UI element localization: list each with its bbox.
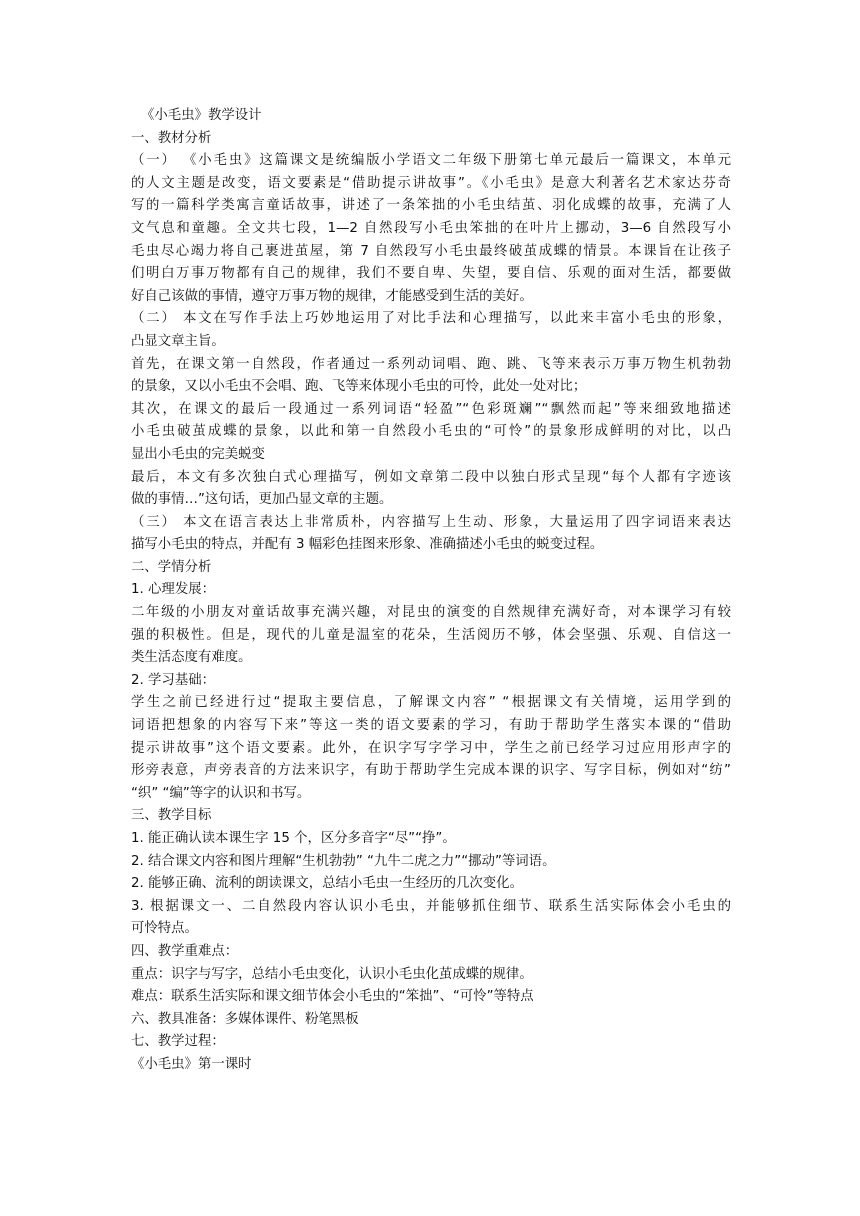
subsection-heading: 1. 心理发展： [131, 582, 215, 598]
text-line: 重点：识字与写字，总结小毛虫变化，认识小毛虫化茧成蝶的规律。 [131, 966, 533, 982]
text-line: 毛虫尽心竭力将自己裹进茧屋，第 7 自然段写小毛虫最终破茧成蝶的情景。本课旨在让孩子 [131, 243, 731, 259]
text-line: 文气息和童趣。全文共七段，1—2 自然段写小毛虫笨拙的在叶片上挪动，3—6 自然段写小 [131, 220, 731, 236]
document-body [131, 105, 731, 1077]
lesson-heading: 《小毛虫》第一课时 [131, 1056, 252, 1072]
text-line: 学生之前已经进行过“提取主要信息，了解课文内容” “根据课文有关情境，运用学到的 [131, 695, 731, 711]
section-heading: 三、教学目标 [131, 808, 212, 824]
list-item: 2. 结合课文内容和图片理解“生机勃勃” “九牛二虎之力”“挪动”等词语。 [131, 853, 556, 869]
section-heading: 一、教材分析 [131, 130, 212, 146]
list-item: 3. 根据课文一、二自然段内容认识小毛虫，并能够抓住细节、联系生活实际体会小毛虫的 [131, 898, 731, 914]
text-line: 写的一篇科学类寓言童话故事，讲述了一条笨拙的小毛虫结茧、羽化成蝶的故事，充满了人 [131, 198, 731, 214]
list-item: 2. 能够正确、流利的朗读课文，总结小毛虫一生经历的几次变化。 [131, 876, 523, 892]
text-line: 强的积极性。但是，现代的儿童是温室的花朵，生活阅历不够，体会坚强、乐观、自信这一 [131, 627, 731, 643]
text-line: 其次，在课文的最后一段通过一系列词语“轻盈”“色彩斑斓”“飘然而起”等来细致地描述 [131, 401, 731, 417]
text-line: 的景象，又以小毛虫不会唱、跑、飞等来体现小毛虫的可怜，此处一处对比； [131, 379, 587, 395]
section-heading: 六、教具准备：多媒体课件、粉笔黑板 [131, 1011, 359, 1027]
text-line: 做的事情…”这句话，更加凸显文章的主题。 [131, 492, 393, 508]
text-line: 凸显文章主旨。 [131, 333, 225, 349]
text-line: “织” “编”等字的认识和书写。 [131, 785, 311, 801]
text-line: （三） 本文在语言表达上非常质朴，内容描写上生动、形象，大量运用了四字词语来表达 [131, 514, 731, 530]
section-heading: 四、教学重难点： [131, 943, 239, 959]
text-line: 首先，在课文第一自然段，作者通过一系列动词唱、跑、跳、飞等来表示万事万物生机勃勃 [131, 356, 731, 372]
text-line: 好自己该做的事情，遵守万事万物的规律，才能感受到生活的美好。 [131, 288, 533, 304]
section-heading: 二、学情分析 [131, 559, 212, 575]
text-line: 形旁表意，声旁表音的方法来识字，有助于帮助学生完成本课的识字、写字目标，例如对“纺” [131, 763, 731, 779]
text-line: 提示讲故事”这个语文要素。此外，在识字写字学习中，学生之前已经学习过应用形声字的 [131, 740, 731, 756]
text-line: 类生活态度有难度。 [131, 650, 252, 666]
text-line: （二） 本文在写作手法上巧妙地运用了对比手法和心理描写，以此来丰富小毛虫的形象， [131, 311, 731, 327]
text-line: 们明白万事万物都有自己的规律，我们不要自卑、失望，要自信、乐观的面对生活，都要做 [131, 266, 731, 282]
text-line: 显出小毛虫的完美蜕变 [131, 446, 265, 462]
list-item: 1. 能正确认读本课生字 15 个，区分多音字“尽”“挣”。 [131, 831, 456, 846]
subsection-heading: 2. 学习基础： [131, 672, 215, 688]
text-line: 最后，本文有多次独白式心理描写，例如文章第二段中以独白形式呈现“每个人都有字迹该 [131, 469, 731, 485]
text-line: 二年级的小朋友对童话故事充满兴趣，对昆虫的演变的自然规律充满好奇，对本课学习有较 [131, 605, 731, 621]
text-line: 描写小毛虫的特点，并配有 3 幅彩色挂图来形象、准确描述小毛虫的蜕变过程。 [131, 537, 604, 553]
section-heading: 七、教学过程： [131, 1034, 225, 1050]
text-line: 的人文主题是改变，语文要素是“借助提示讲故事”。《小毛虫》是意大利著名艺术家达芬奇 [131, 175, 731, 191]
text-line: 词语把想象的内容写下来”等这一类的语文要素的学习，有助于帮助学生落实本课的“借助 [131, 718, 731, 734]
text-line: 可怜特点。 [131, 921, 198, 937]
text-line: 难点：联系生活实际和课文细节体会小毛虫的“笨拙”、“可怜”等特点 [131, 989, 534, 1005]
text-line: （一） 《小毛虫》这篇课文是统编版小学语文二年级下册第七单元最后一篇课文，本单元 [131, 153, 731, 169]
document-title: 《小毛虫》教学设计 [141, 108, 262, 123]
text-line: 小毛虫破茧成蝶的景象，以此和第一自然段小毛虫的“可怜”的景象形成鲜明的对比，以凸 [131, 424, 731, 440]
